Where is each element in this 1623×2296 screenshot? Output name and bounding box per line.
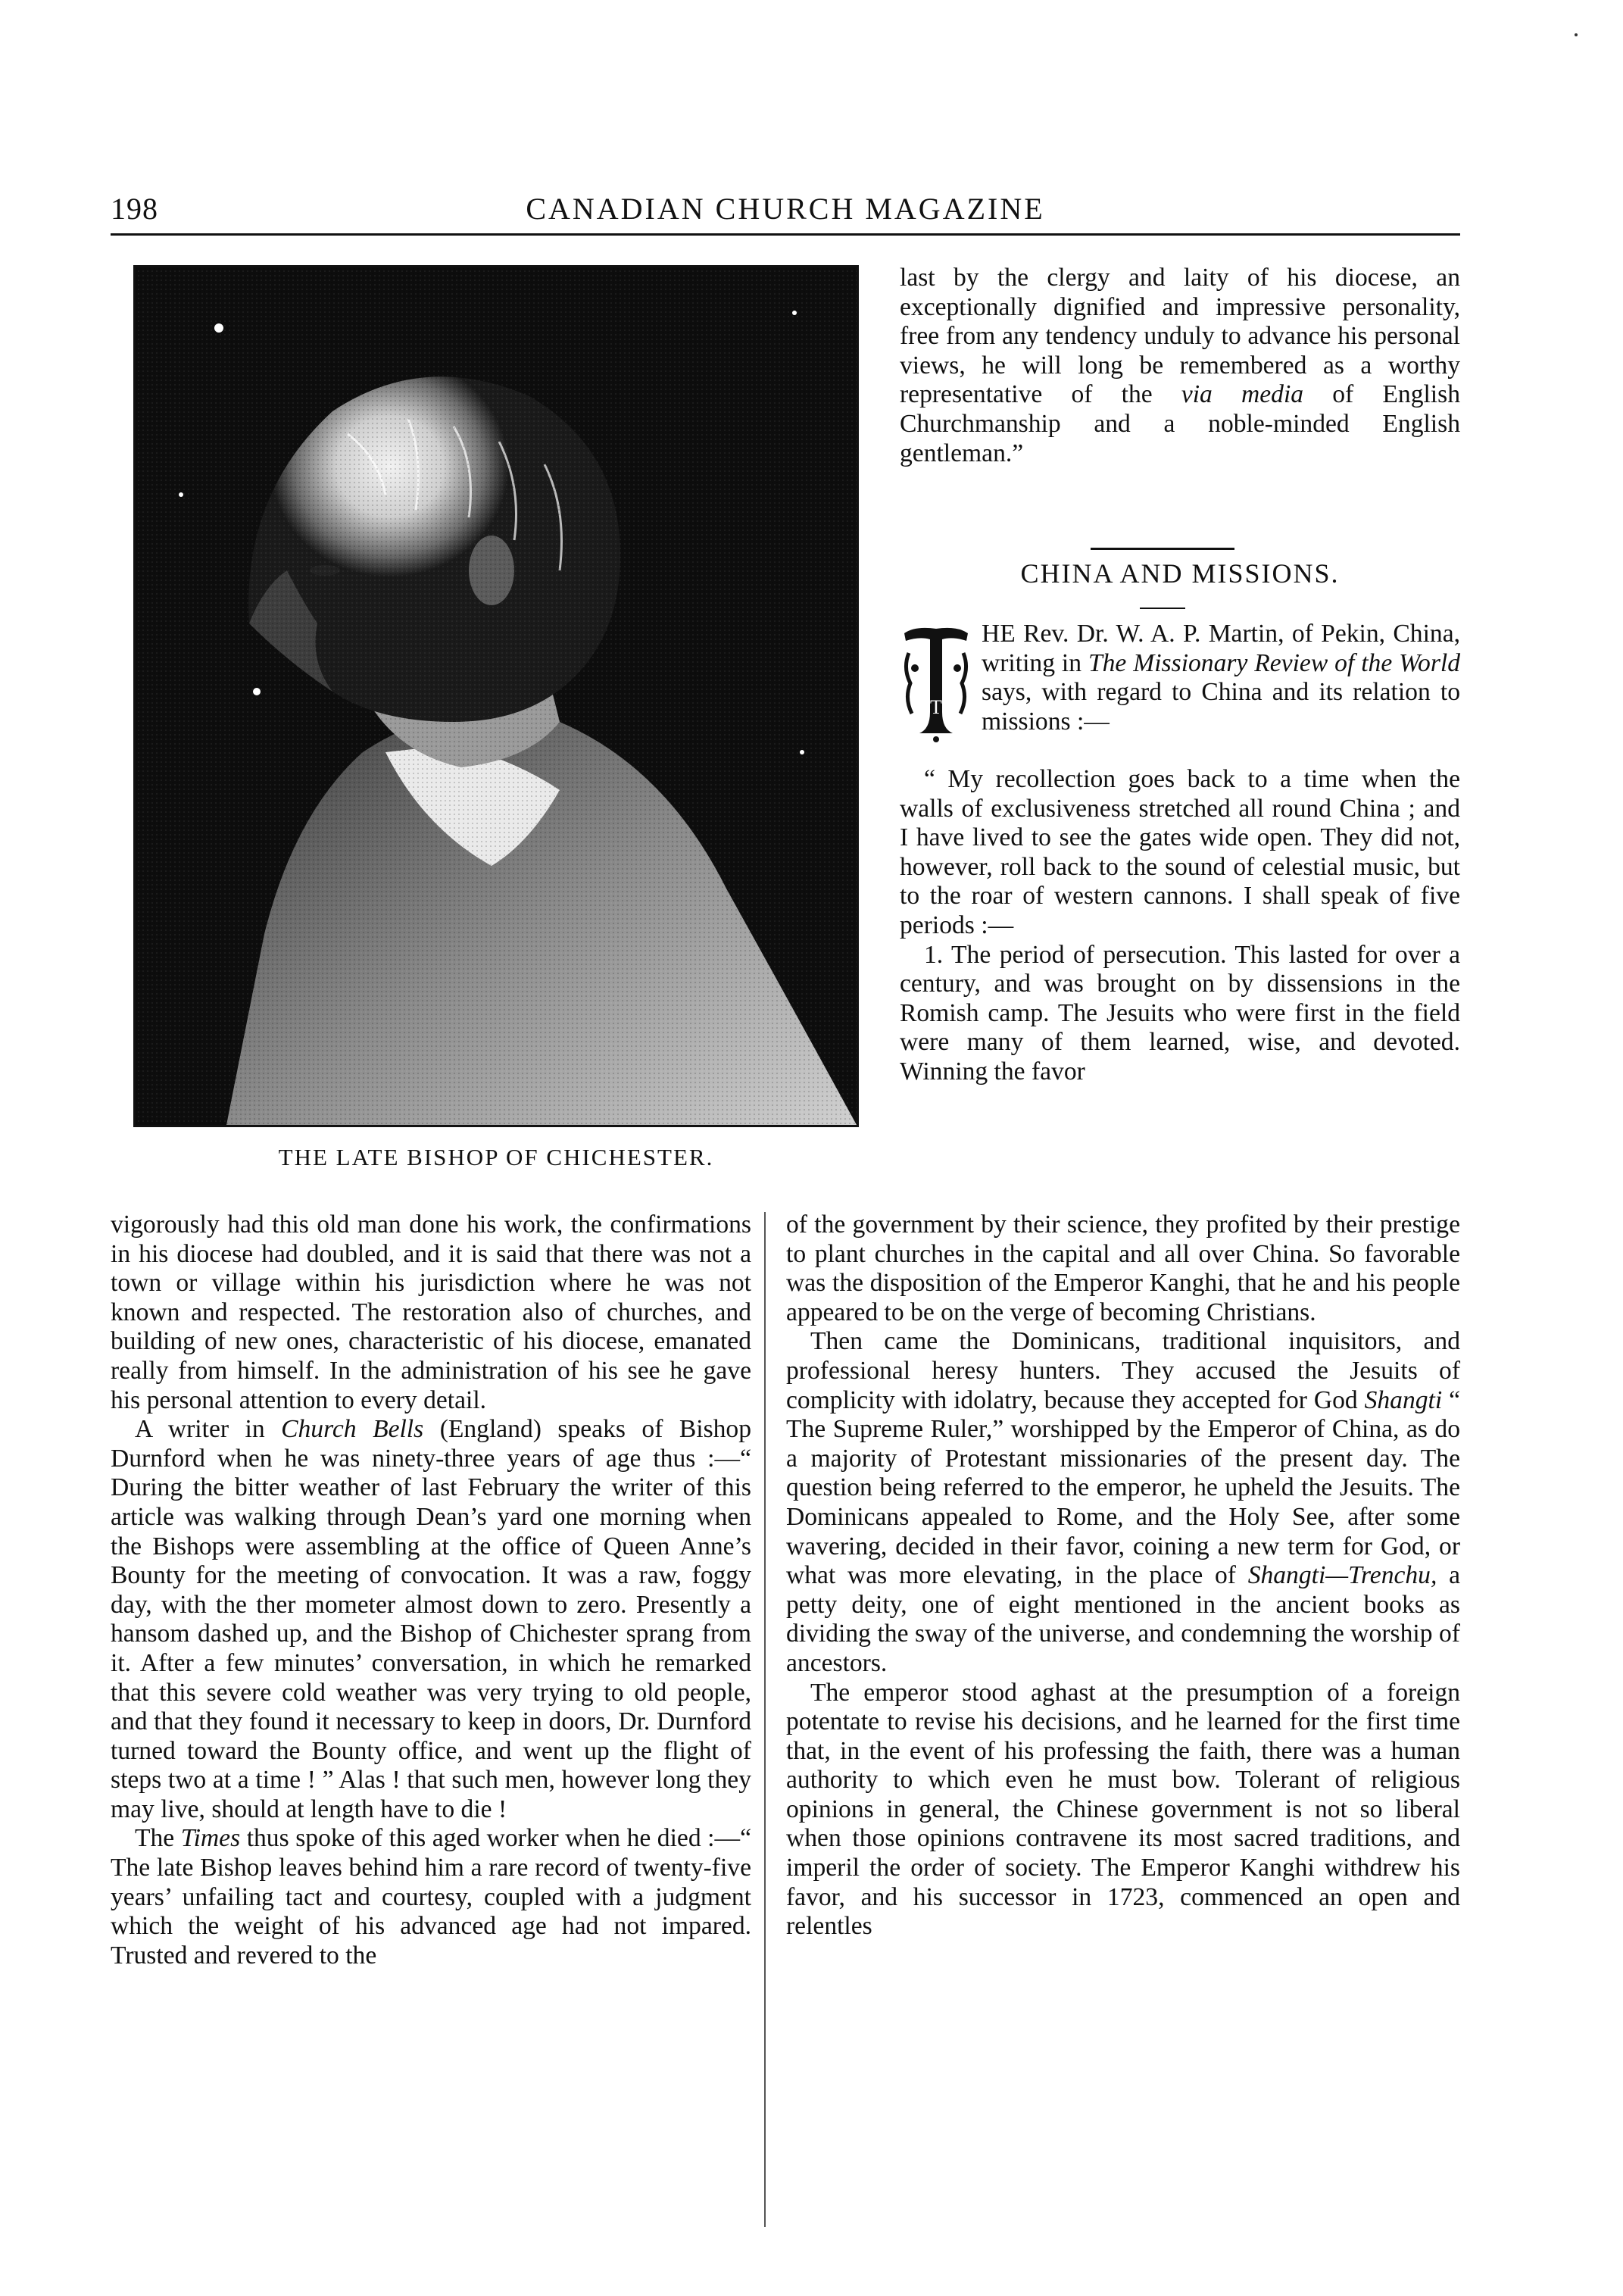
- heading-underline-rule: [1140, 608, 1185, 609]
- column-divider: [764, 1212, 766, 2227]
- quote-continuation: [900, 264, 1460, 468]
- church-bells-title: Church Bells: [281, 1415, 424, 1444]
- left-paragraph-2-lead: A writer in: [135, 1415, 282, 1444]
- missionary-review-title: The Missionary Review of the World: [1088, 648, 1461, 677]
- right-paragraph-2: 1. The period of persecution. This lasted for over a century, and was brought on by dissensions in the Romish camp. The Jesuits who were first in the field were many of them learned, wise, and devoted. Winning the favor: [900, 940, 1460, 1086]
- left-paragraph-2-text: (England) speaks of Bishop Durnford when he was ninety-three years of age thus :—“ During the bitter weather of last February the writer of this article was walking through Dean’s yard one morning when the Bishops were assembling at the office of Queen Anne’s Bounty for the meeting of convocation. It was a raw, foggy day, with the ther mometer almost down to zero. Presently a hansom dashed up, and the Bishop of Chichester sprang from it. After a few minutes’ conversation, in which he remarked that this severe cold weather was very trying to old people, and that they found it necessary to keep in doors, Dr. Durnford turned toward the Bounty office, and went up the flight of steps two at a time ! ” Alas ! that such men, however long they may live, should at length have to die !: [111, 1415, 752, 1823]
- left-paragraph-3: [111, 1824, 751, 1970]
- lower-paragraph-3: The emperor stood aghast at the presumption of a foreign potentate to revise his decisions, and he learned for the first time that, in the event of his professing the faith, there was a human authority to which even he must bow. Tolerant of religious opinions in general, the Chinese government is not so liberal when those opinions contravene its most sacred traditions, and imperil the order of society. The Emperor Kanghi withdrew his favor, and his successor in 1723, commenced an open and relentles: [786, 1678, 1460, 1941]
- section-separator-rule: [1091, 548, 1234, 550]
- right-paragraph-1: “ My recollection goes back to a time when the walls of exclusiveness stretched all round China ; and I have lived to see the gates wide open. They did not, however, roll back to the sound of celestial music, but to the roar of western cannons. I shall speak of five periods :—: [900, 765, 1460, 939]
- lower-paragraph-2-lead: Then came the Dominicans, traditional inquisitors, and professional heresy hunters. They accused the Jesuits of complicity with idolatry, because they accepted for God: [786, 1327, 1460, 1414]
- via-media-term: via media: [1181, 380, 1304, 409]
- shangti-trenchu-term: Shangti—Trenchu,: [1247, 1561, 1437, 1590]
- martin-intro-lead: HE Rev. Dr. W. A. P. Martin, of Pekin, China, writing in: [982, 620, 1460, 677]
- right-column-top: [900, 264, 1460, 468]
- left-paragraph-3-lead: The: [135, 1824, 181, 1853]
- portrait-engraving: [136, 267, 857, 1125]
- left-paragraph-1: vigorously had this old man done his work, the confirmations in his diocese had doubled, and it is said that there was not a town or village within his jurisdiction where he was not known and respected. The restoration also of churches, and building of new ones, characteristic of his diocese, emanated really from himself. In the administration of his see he gave his personal attention to every detail.: [111, 1210, 751, 1414]
- figure-caption: THE LATE BISHOP OF CHICHESTER.: [278, 1144, 714, 1170]
- lower-paragraph-2-end: a petty deity, one of eight mentioned in the ancient books as dividing the sway of the universe, and condemning the worship of ancestors.: [786, 1561, 1460, 1677]
- header-rule: [111, 233, 1460, 236]
- times-title: Times: [180, 1824, 241, 1853]
- section-heading: CHINA AND MISSIONS.: [1020, 558, 1340, 589]
- quote-continuation-lead: last by the clergy and laity of his diocese, an exceptionally dignified and impressive personality, free from any tendency unduly to advance his personal views, he will long be remembered as a worthy representative of the: [900, 264, 1460, 409]
- print-speck: [1575, 33, 1578, 36]
- left-column: [111, 1210, 751, 1970]
- quote-continuation-end: of English Churchmanship and a noble-minded English gentleman.”: [900, 380, 1460, 467]
- right-column-intro: [982, 620, 1460, 736]
- lower-paragraph-2-mid: “ The Supreme Ruler,” worshipped by the Emperor of China, as do a majority of Protestant missionaries of the present day. The question being referred to the emperor, he upheld the Jesuits. The Dominicans appealed to Rome, and the Holy See, after some wavering, decided in their favor, coining a new term for God, or what was more elevating, in the place of: [786, 1385, 1460, 1590]
- left-paragraph-3-text: thus spoke of this aged worker when he died :—“ The late Bishop leaves behind him a rare record of twenty-five years’ unfailing tact and courtesy, coupled with a judgment which the weight of his advanced age had not impared. Trusted and revered to the: [111, 1824, 751, 1970]
- drop-cap-letter: T: [930, 696, 942, 718]
- right-column-lower: [786, 1210, 1460, 1941]
- ornamental-drop-cap: [900, 623, 972, 744]
- right-column-main: [900, 765, 1460, 1087]
- lower-paragraph-1: of the government by their science, they profited by their prestige to plant churches in the capital and all over China. So favorable was the disposition of the Emperor Kanghi, that he and his people appeared to be on the verge of becoming Christians.: [786, 1210, 1460, 1326]
- page-header: [111, 191, 1460, 229]
- martin-intro-end: says, with regard to China and its relation to missions :—: [982, 678, 1460, 736]
- left-paragraph-2: [111, 1415, 751, 1824]
- running-title: CANADIAN CHURCH MAGAZINE: [526, 192, 1045, 226]
- martin-intro: [982, 620, 1460, 736]
- page-number: 198: [111, 192, 158, 226]
- shangti-term: Shangti: [1364, 1385, 1443, 1414]
- bishop-portrait-image: [133, 265, 859, 1127]
- lower-paragraph-2: [786, 1327, 1460, 1678]
